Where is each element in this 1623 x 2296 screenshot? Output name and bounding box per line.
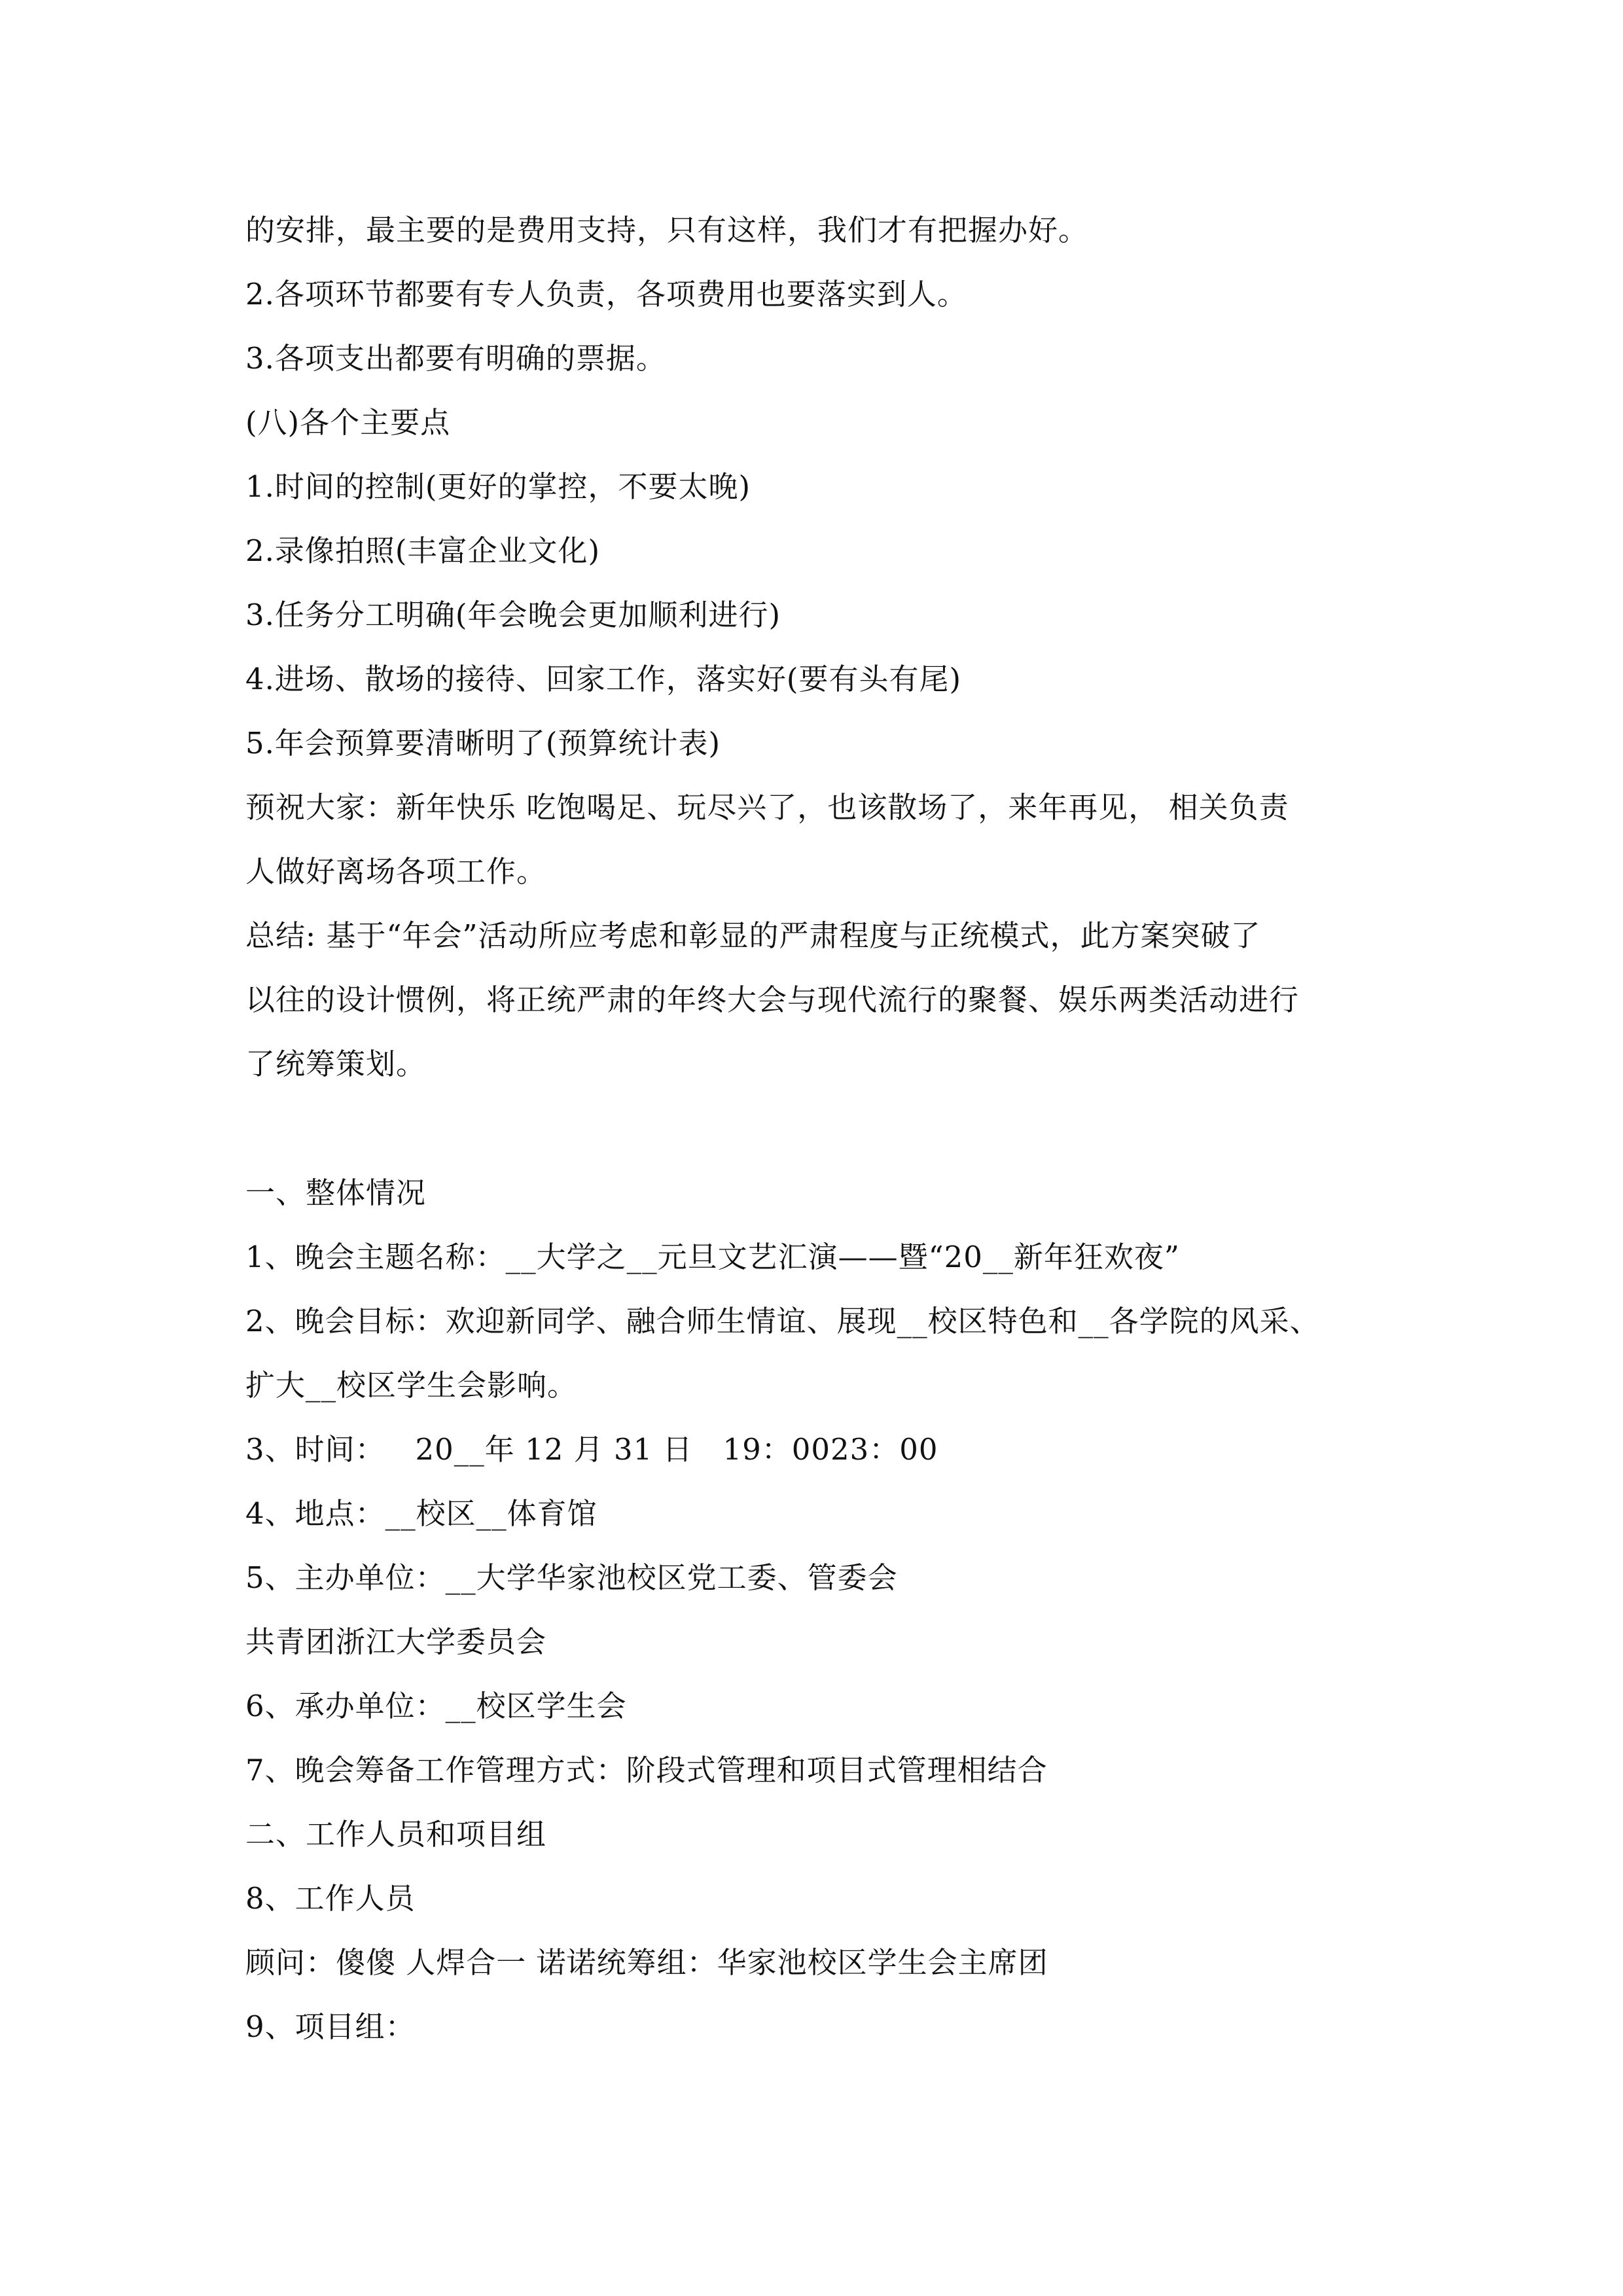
section-heading: 一、整体情况 [245, 1175, 427, 1210]
text-line: 1.时间的控制(更好的掌控，不要太晚) [245, 469, 751, 504]
text-line: 2.各项环节都要有专人负责，各项费用也要落实到人。 [245, 277, 967, 312]
text-line: 共青团浙江大学委员会 [245, 1624, 547, 1659]
text-line: 7、晚会筹备工作管理方式：阶段式管理和项目式管理相结合 [245, 1753, 1048, 1787]
text-line: 人做好离场各项工作。 [245, 854, 547, 889]
text-line: 预祝大家：新年快乐 吃饱喝足、玩尽兴了，也该散场了，来年再见， 相关负责 [245, 790, 1289, 825]
text-line: 以往的设计惯例，将正统严肃的年终大会与现代流行的聚餐、娱乐两类活动进行 [245, 982, 1300, 1017]
text-line: 了统筹策划。 [245, 1047, 427, 1081]
text-line: 2.录像拍照(丰富企业文化) [245, 533, 601, 568]
text-line: 9、项目组： [245, 2009, 416, 2044]
text-line: 5、主办单位：__大学华家池校区党工委、管委会 [245, 1560, 898, 1595]
text-line: 2、晚会目标：欢迎新同学、融合师生情谊、展现__校区特色和__各学院的风采、 [245, 1304, 1320, 1338]
section-heading: (八)各个主要点 [245, 405, 451, 440]
text-line: 扩大__校区学生会影响。 [245, 1368, 578, 1403]
text-line: 3.任务分工明确(年会晚会更加顺利进行) [245, 598, 781, 632]
text-line: 4.进场、散场的接待、回家工作，落实好(要有头有尾) [245, 662, 962, 696]
text-line: 的安排，最主要的是费用支持，只有这样，我们才有把握办好。 [245, 213, 1089, 247]
section-heading: 二、工作人员和项目组 [245, 1817, 547, 1852]
text-line: 1、晚会主题名称：__大学之__元旦文艺汇演——暨“20__新年狂欢夜” [245, 1240, 1180, 1274]
text-line: 6、承办单位：__校区学生会 [245, 1689, 627, 1723]
text-line: 顾问：傻傻 人焊合一 诺诺统筹组：华家池校区学生会主席团 [245, 1945, 1048, 1980]
text-line: 3、时间： 20__年 12 月 31 日 19：0023：00 [245, 1432, 938, 1467]
text-line: 5.年会预算要清晰明了(预算统计表) [245, 726, 721, 761]
text-line: 8、工作人员 [245, 1881, 416, 1916]
text-line: 3.各项支出都要有明确的票据。 [245, 341, 666, 376]
text-line: 总结: 基于“年会”活动所应考虑和彰显的严肃程度与正统模式，此方案突破了 [245, 918, 1261, 953]
text-line: 4、地点：__校区__体育馆 [245, 1496, 597, 1531]
